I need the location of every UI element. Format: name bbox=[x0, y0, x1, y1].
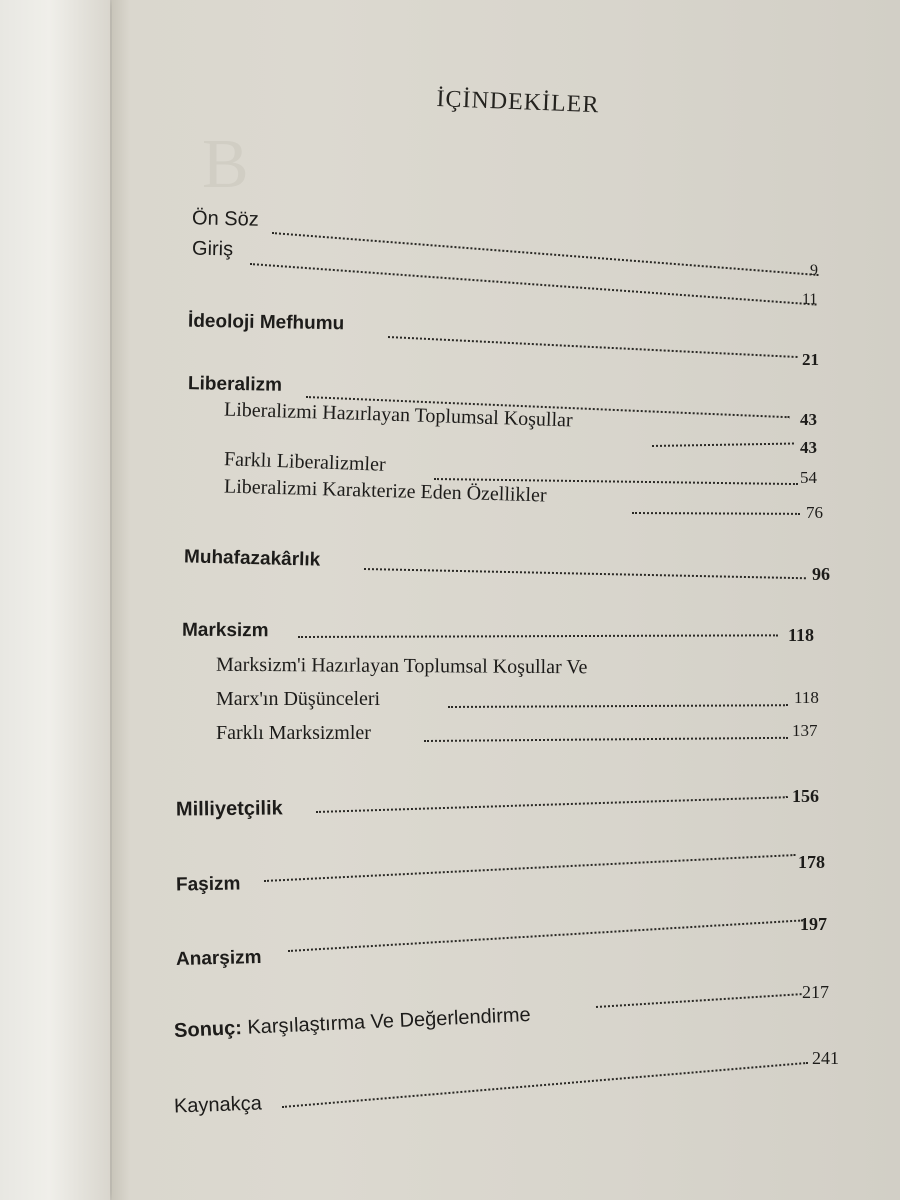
toc-entry-liberalizm-label: Liberalizm bbox=[187, 373, 283, 396]
toc-entry-farkli-marks-leader bbox=[424, 737, 788, 742]
toc-entry-marksizm-leader bbox=[298, 634, 778, 638]
toc-entry-lib-karakter-leader bbox=[632, 512, 800, 515]
toc-entry-on-soz-leader bbox=[272, 232, 819, 276]
toc-entry-lib-karakter-label: Liberalizmi Karakterize Eden Özellikler bbox=[223, 475, 547, 507]
toc-entry-muhafazakarlik-page: 96 bbox=[812, 564, 830, 584]
toc-entry-muhafazakarlik-leader bbox=[364, 568, 806, 579]
toc-entry-lib-hazirlayan-page: 43 bbox=[800, 438, 817, 457]
toc-entry-kaynakca-leader bbox=[282, 1062, 808, 1108]
toc-entry-ideoloji-label: İdeoloji Mefhumu bbox=[187, 310, 345, 335]
toc-entry-lib-karakter-page: 76 bbox=[806, 503, 823, 522]
toc-entry-milliyetcilik-leader bbox=[316, 796, 788, 813]
toc-entry-sonuc-label bbox=[174, 1004, 531, 1043]
toc-entry-milliyetcilik-page: 156 bbox=[792, 786, 819, 806]
toc-entry-fasizm-label: Faşizm bbox=[175, 873, 241, 896]
toc-entry-on-soz-label: Ön Söz bbox=[191, 207, 259, 231]
toc-entry-ideoloji-page: 21 bbox=[802, 350, 819, 369]
toc-entry-kaynakca-label: Kaynakça bbox=[173, 1092, 263, 1118]
toc-entry-marksizm-label: Marksizm bbox=[181, 619, 269, 642]
toc-entry-sonuc-leader bbox=[596, 993, 802, 1008]
toc-entry-marx-dusunceleri-leader bbox=[448, 704, 788, 708]
book-page bbox=[112, 0, 900, 1200]
toc-entry-marx-dusunceleri-label: Marx'ın Düşünceleri bbox=[216, 688, 381, 710]
toc-entry-on-soz-page: 9 bbox=[810, 262, 818, 279]
toc-entry-liberalizm-page: 43 bbox=[800, 410, 817, 429]
toc-entry-anarsizm-label: Anarşizm bbox=[175, 946, 262, 971]
toc-entry-farkli-lib-label: Farklı Liberalizmler bbox=[223, 448, 386, 476]
toc-entry-lib-hazirlayan-label: Liberalizmi Hazırlayan Toplumsal Koşullar bbox=[223, 398, 573, 432]
table-of-contents bbox=[112, 0, 900, 1200]
toc-entry-anarsizm-page: 197 bbox=[800, 914, 827, 934]
toc-entry-sonuc-page: 217 bbox=[802, 982, 829, 1002]
toc-entry-ideoloji-leader bbox=[388, 336, 798, 358]
toc-entry-farkli-marks-page: 137 bbox=[792, 721, 818, 740]
toc-entry-milliyetcilik-label: Milliyetçilik bbox=[175, 797, 283, 821]
page-title: İÇİNDEKİLER bbox=[436, 86, 600, 119]
show-through-text: B bbox=[202, 126, 249, 203]
toc-entry-giris-page: 11 bbox=[802, 291, 818, 308]
toc-entry-farkli-lib-page: 54 bbox=[800, 468, 817, 487]
toc-entry-lib-hazirlayan-leader bbox=[652, 443, 794, 447]
toc-entry-fasizm-leader bbox=[264, 854, 795, 882]
toc-entry-anarsizm-leader bbox=[288, 919, 803, 952]
toc-entry-marx-dusunceleri-page: 118 bbox=[794, 688, 819, 707]
previous-page-edge bbox=[0, 0, 110, 1200]
toc-entry-farkli-marks-label: Farklı Marksizmler bbox=[216, 722, 371, 744]
toc-entry-marksizm-hazirlayan-label: Marksizm'i Hazırlayan Toplumsal Koşullar Ve bbox=[215, 653, 588, 679]
toc-entry-giris-label: Giriş bbox=[191, 237, 234, 261]
toc-entry-fasizm-page: 178 bbox=[798, 852, 825, 872]
toc-entry-sonuc-label-bold: Sonuç: bbox=[173, 1017, 243, 1043]
toc-entry-sonuc-label-rest: Karşılaştırma Ve Değerlendirme bbox=[241, 1003, 532, 1040]
toc-entry-muhafazakarlik-label: Muhafazakârlık bbox=[183, 546, 321, 571]
toc-entry-kaynakca-page: 241 bbox=[812, 1048, 839, 1068]
toc-entry-marksizm-page: 118 bbox=[788, 625, 815, 645]
